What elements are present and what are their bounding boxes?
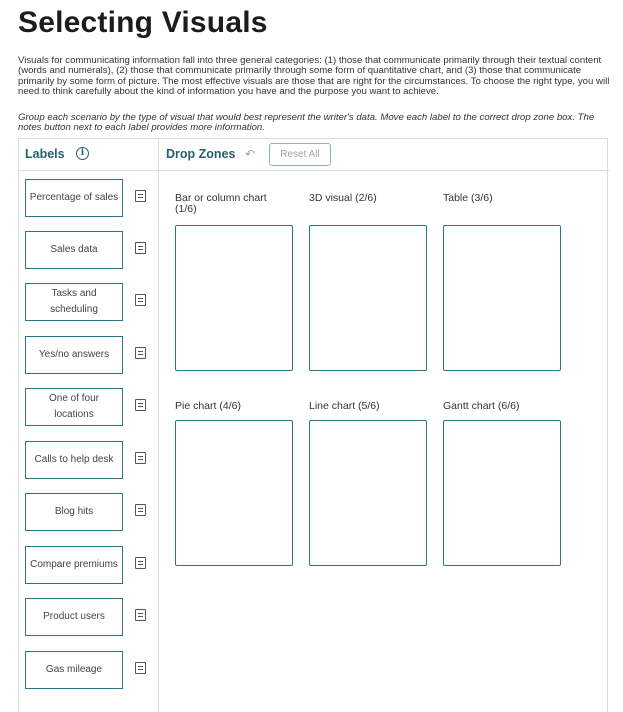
zone-label-table: Table (3/6) [443,192,493,204]
intro-text: Visuals for communicating information fall into three general categories: (1) those that communicate primarily through their textual content (words and numerals), (2) those that communicate primarily through some form of quantitative chart, and (3) those that communicate primarily by some form of picture. The most effective visuals are those that are right for the circumstances. To choose the right type, you will need to think carefully about the kind of information you have and the purpose you want to achieve. [18,55,610,98]
notes-icon[interactable] [135,347,146,359]
label-item[interactable]: Yes/no answers [25,336,123,374]
zone-label-3d-visual: 3D visual (2/6) [309,192,377,204]
label-item[interactable]: Percentage of sales [25,179,123,217]
label-item[interactable]: Tasks and scheduling [25,283,123,321]
zone-label-pie-chart: Pie chart (4/6) [175,400,241,412]
label-item[interactable]: Sales data [25,231,123,269]
notes-icon[interactable] [135,504,146,516]
undo-icon[interactable]: ↶ [245,147,256,161]
labels-divider [19,170,159,171]
notes-icon[interactable] [135,452,146,464]
label-item[interactable]: One of four locations [25,388,123,426]
drop-zone-pie-chart[interactable] [175,420,293,566]
notes-icon[interactable] [135,294,146,306]
label-item[interactable]: Compare premiums [25,546,123,584]
notes-icon[interactable] [135,399,146,411]
page-title: Selecting Visuals [18,6,268,39]
label-item[interactable]: Calls to help desk [25,441,123,479]
drop-zone-bar-chart[interactable] [175,225,293,371]
zone-label-bar-chart: Bar or column chart (1/6) [175,192,267,215]
zones-divider [159,170,609,171]
drop-zone-table[interactable] [443,225,561,371]
activity-panel [18,138,608,712]
notes-icon[interactable] [135,662,146,674]
zone-label-gantt-chart: Gantt chart (6/6) [443,400,520,412]
drop-zone-gantt-chart[interactable] [443,420,561,566]
notes-icon[interactable] [135,609,146,621]
drop-zones-header: Drop Zones [166,147,236,161]
zone-label-line-chart: Line chart (5/6) [309,400,380,412]
notes-icon[interactable] [135,557,146,569]
label-item[interactable]: Blog hits [25,493,123,531]
reset-all-button[interactable]: Reset All [269,143,331,166]
info-icon[interactable]: i [76,147,89,160]
notes-icon[interactable] [135,190,146,202]
labels-column [19,139,159,712]
notes-icon[interactable] [135,242,146,254]
instructions-text: Group each scenario by the type of visual that would best represent the writer's data. Move each label to the correct drop zone box. The notes button next to each label provides more information. [18,112,595,134]
label-item[interactable]: Gas mileage [25,651,123,689]
drop-zone-3d-visual[interactable] [309,225,427,371]
drop-zone-line-chart[interactable] [309,420,427,566]
label-item[interactable]: Product users [25,598,123,636]
labels-header: Labels [25,147,65,161]
